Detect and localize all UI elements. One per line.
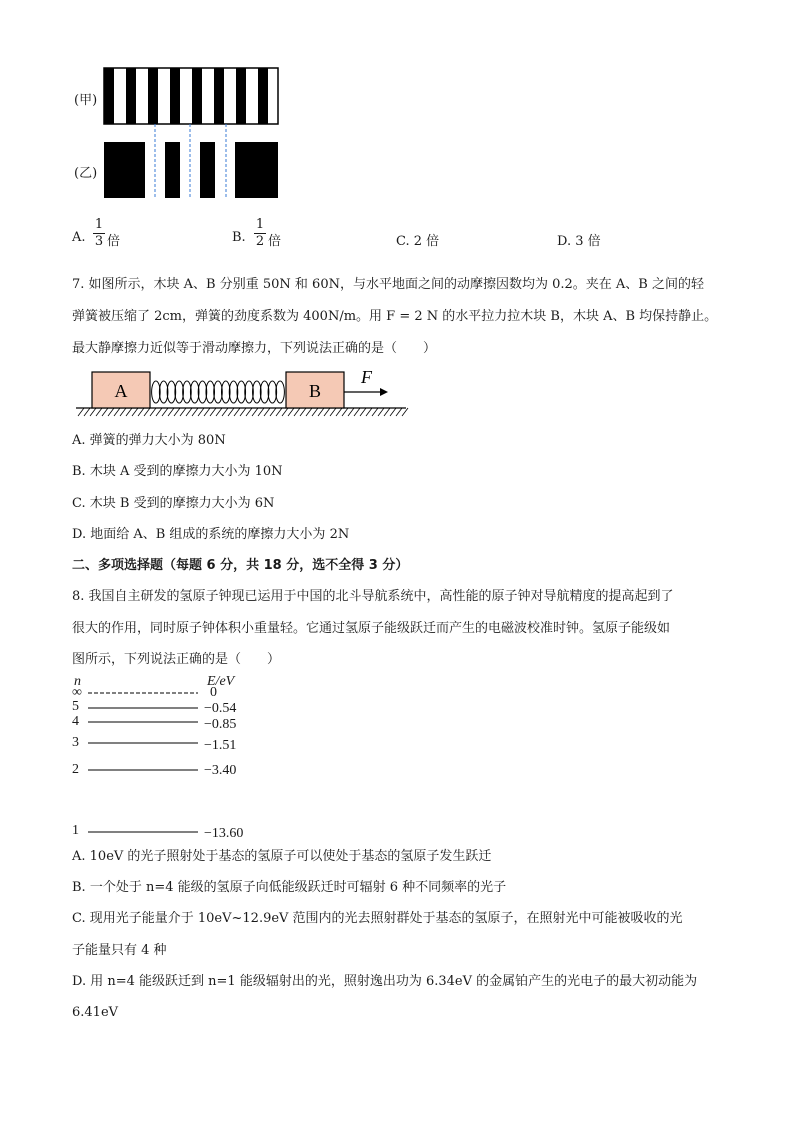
stripe-label-jia: (甲) bbox=[74, 93, 98, 108]
q8-option-c: C. 现用光子能量介于 10eV~12.9eV 范围内的光去照射群处于基态的氢原子，在照射光中可能被吸收的光 bbox=[72, 911, 683, 926]
q8-option-d: D. 用 n=4 能级跃迁到 n=1 能级辐射出的光，照射逸出功为 6.34eV 的金属铂产生的光电子的最大初动能为 bbox=[72, 974, 698, 989]
q6-option-b-suffix: 倍 bbox=[268, 234, 282, 249]
level-n-5: 5 bbox=[72, 699, 79, 714]
level-n-4: 4 bbox=[72, 714, 79, 729]
level-e-3: −1.51 bbox=[204, 738, 237, 753]
q6-option-a-suffix: 倍 bbox=[107, 234, 121, 249]
level-n-1: 1 bbox=[72, 823, 79, 838]
q8-option-a: A. 10eV 的光子照射处于基态的氢原子可以使处于基态的氢原子发生跃迁 bbox=[72, 849, 492, 864]
q8-stem-line1: 8. 我国自主研发的氢原子钟现已运用于中国的北斗导航系统中，高性能的原子钟对导航精度的提高起到了 bbox=[72, 589, 674, 604]
q8-stem-line3: 图所示，下列说法正确的是（ ） bbox=[72, 652, 281, 667]
q7-stem-line3: 最大静摩擦力近似等于滑动摩擦力，下列说法正确的是（ ） bbox=[72, 341, 437, 356]
block-a-label: A bbox=[114, 381, 128, 401]
level-n-2: 2 bbox=[72, 762, 79, 777]
stripe-label-yi: (乙) bbox=[74, 166, 98, 181]
level-e-4: −0.85 bbox=[204, 717, 237, 732]
level-e-2: −3.40 bbox=[204, 763, 237, 778]
q7-option-d: D. 地面给 A、B 组成的系统的摩擦力大小为 2N bbox=[72, 527, 350, 542]
q7-option-b: B. 木块 A 受到的摩擦力大小为 10N bbox=[72, 464, 283, 479]
block-b-label: B bbox=[308, 381, 322, 401]
spring-blocks-figure bbox=[74, 364, 410, 422]
level-e-5: −0.54 bbox=[204, 701, 237, 716]
q6-option-a: A. bbox=[72, 230, 86, 245]
energy-unit-label: E/eV bbox=[207, 674, 235, 689]
level-e-inf: 0 bbox=[210, 685, 217, 700]
level-n-inf: ∞ bbox=[72, 685, 82, 700]
energy-n-label: n bbox=[74, 674, 81, 689]
q6-option-b: B. bbox=[232, 230, 246, 245]
q6-option-d: D. 3 倍 bbox=[557, 234, 601, 249]
q8-option-b: B. 一个处于 n=4 能级的氢原子向低能级跃迁时可辐射 6 种不同频率的光子 bbox=[72, 880, 507, 895]
q8-option-d-cont: 6.41eV bbox=[72, 1005, 119, 1020]
section-title: 二、多项选择题（每题 6 分，共 18 分，选不全得 3 分） bbox=[72, 558, 409, 573]
q7-stem-line1: 7. 如图所示，木块 A、B 分别重 50N 和 60N，与水平地面之间的动摩擦因数均为 0.2。夹在 A、B 之间的轻 bbox=[72, 277, 704, 292]
q6-option-c: C. 2 倍 bbox=[396, 234, 440, 249]
q8-option-c-cont: 子能量只有 4 种 bbox=[72, 943, 167, 958]
q8-stem-line2: 很大的作用，同时原子钟体积小重量轻。它通过氢原子能级跃迁而产生的电磁波校准时钟。氢原子能级如 bbox=[72, 621, 671, 636]
q6-option-b-fraction: 1 2 bbox=[255, 217, 265, 249]
energy-level-lines bbox=[86, 686, 206, 846]
force-label: F bbox=[361, 367, 372, 387]
q7-option-c: C. 木块 B 受到的摩擦力大小为 6N bbox=[72, 496, 275, 511]
q7-stem-line2: 弹簧被压缩了 2cm，弹簧的劲度系数为 400N/m。用 F = 2 N 的水平拉力拉木块 B，木块 A、B 均保持静止。 bbox=[72, 309, 718, 324]
level-e-1: −13.60 bbox=[204, 826, 244, 841]
q7-option-a: A. 弹簧的弹力大小为 80N bbox=[72, 433, 226, 448]
level-n-3: 3 bbox=[72, 735, 79, 750]
q6-option-a-fraction: 1 3 bbox=[94, 217, 104, 249]
stripe-pattern-figure bbox=[100, 66, 282, 202]
